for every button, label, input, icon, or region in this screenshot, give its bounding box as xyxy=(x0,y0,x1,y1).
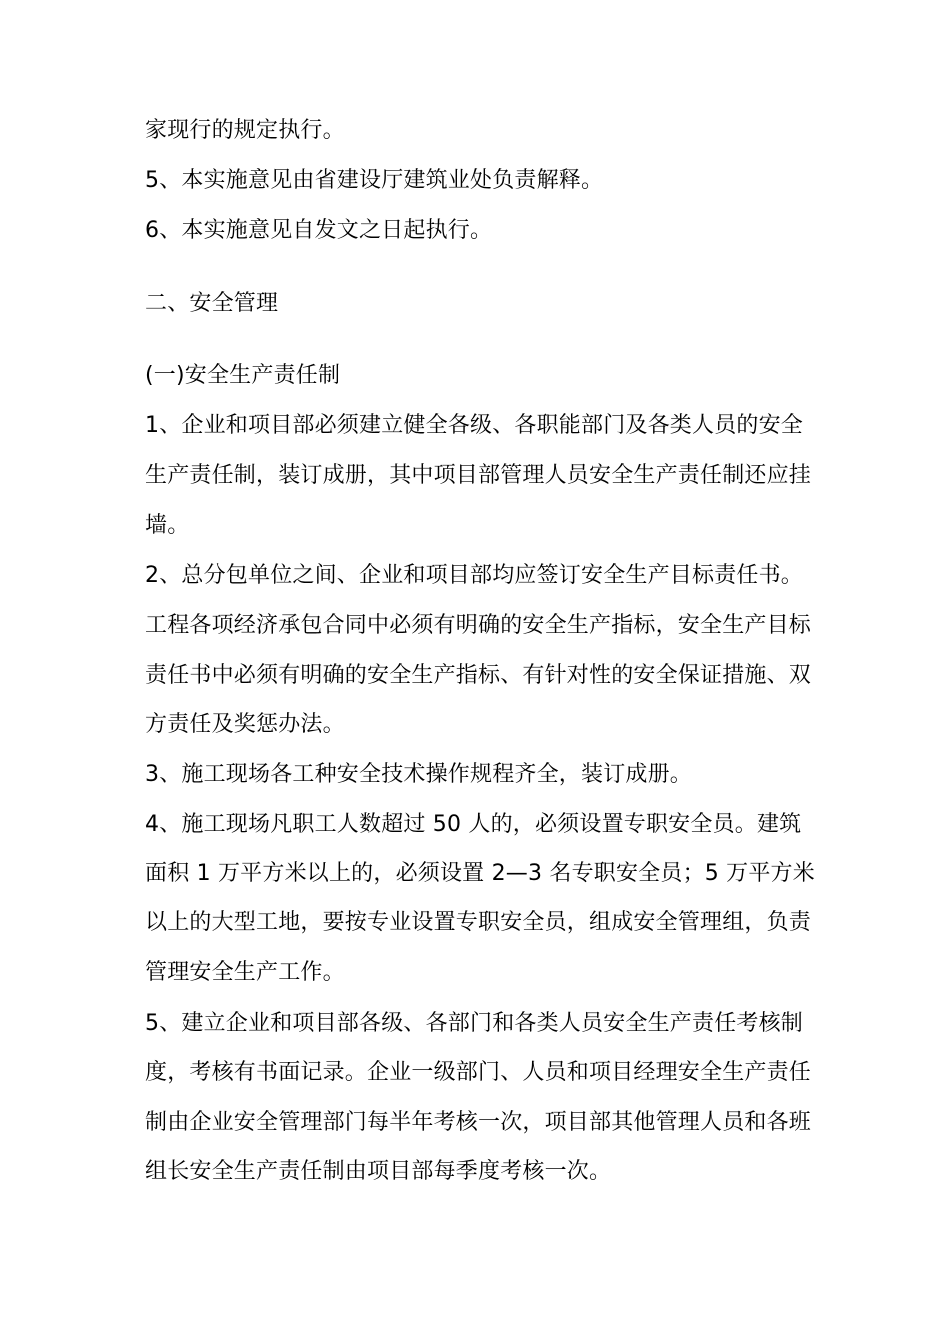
text-line: 管理安全生产工作。 xyxy=(145,960,345,985)
text-line: 5、建立企业和项目部各级、各部门和各类人员安全生产责任考核制 xyxy=(145,1011,803,1036)
text-line: 度，考核有书面记录。企业一级部门、人员和项目经理安全生产责任 xyxy=(145,1060,812,1085)
subsection-heading: (一)安全生产责任制 xyxy=(145,363,341,388)
text-line: 5、本实施意见由省建设厅建筑业处负责解释。 xyxy=(145,168,604,193)
text-line: 墙。 xyxy=(145,513,190,538)
text-line: 6、本实施意见自发文之日起执行。 xyxy=(145,218,493,243)
text-line: 1、企业和项目部必须建立健全各级、各职能部门及各类人员的安全 xyxy=(145,413,803,438)
text-line: 组长安全生产责任制由项目部每季度考核一次。 xyxy=(145,1159,612,1184)
text-line: 4、施工现场凡职工人数超过 50 人的，必须设置专职安全员。建筑 xyxy=(145,812,802,837)
text-line: 家现行的规定执行。 xyxy=(145,118,345,143)
text-line: 以上的大型工地，要按专业设置专职安全员，组成安全管理组，负责 xyxy=(145,910,812,935)
text-line: 3、施工现场各工种安全技术操作规程齐全，装订成册。 xyxy=(145,762,692,787)
text-line: 生产责任制，装订成册，其中项目部管理人员安全生产责任制还应挂 xyxy=(145,463,812,488)
section-heading: 二、安全管理 xyxy=(145,291,279,316)
text-line: 责任书中必须有明确的安全生产指标、有针对性的安全保证措施、双 xyxy=(145,663,812,688)
text-line: 工程各项经济承包合同中必须有明确的安全生产指标，安全生产目标 xyxy=(145,613,812,638)
text-line: 制由企业安全管理部门每半年考核一次，项目部其他管理人员和各班 xyxy=(145,1110,812,1135)
text-line: 2、总分包单位之间、企业和项目部均应签订安全生产目标责任书。 xyxy=(145,563,803,588)
text-line: 面积 1 万平方米以上的，必须设置 2—3 名专职安全员；5 万平方米 xyxy=(145,861,815,886)
text-line: 方责任及奖惩办法。 xyxy=(145,712,345,737)
